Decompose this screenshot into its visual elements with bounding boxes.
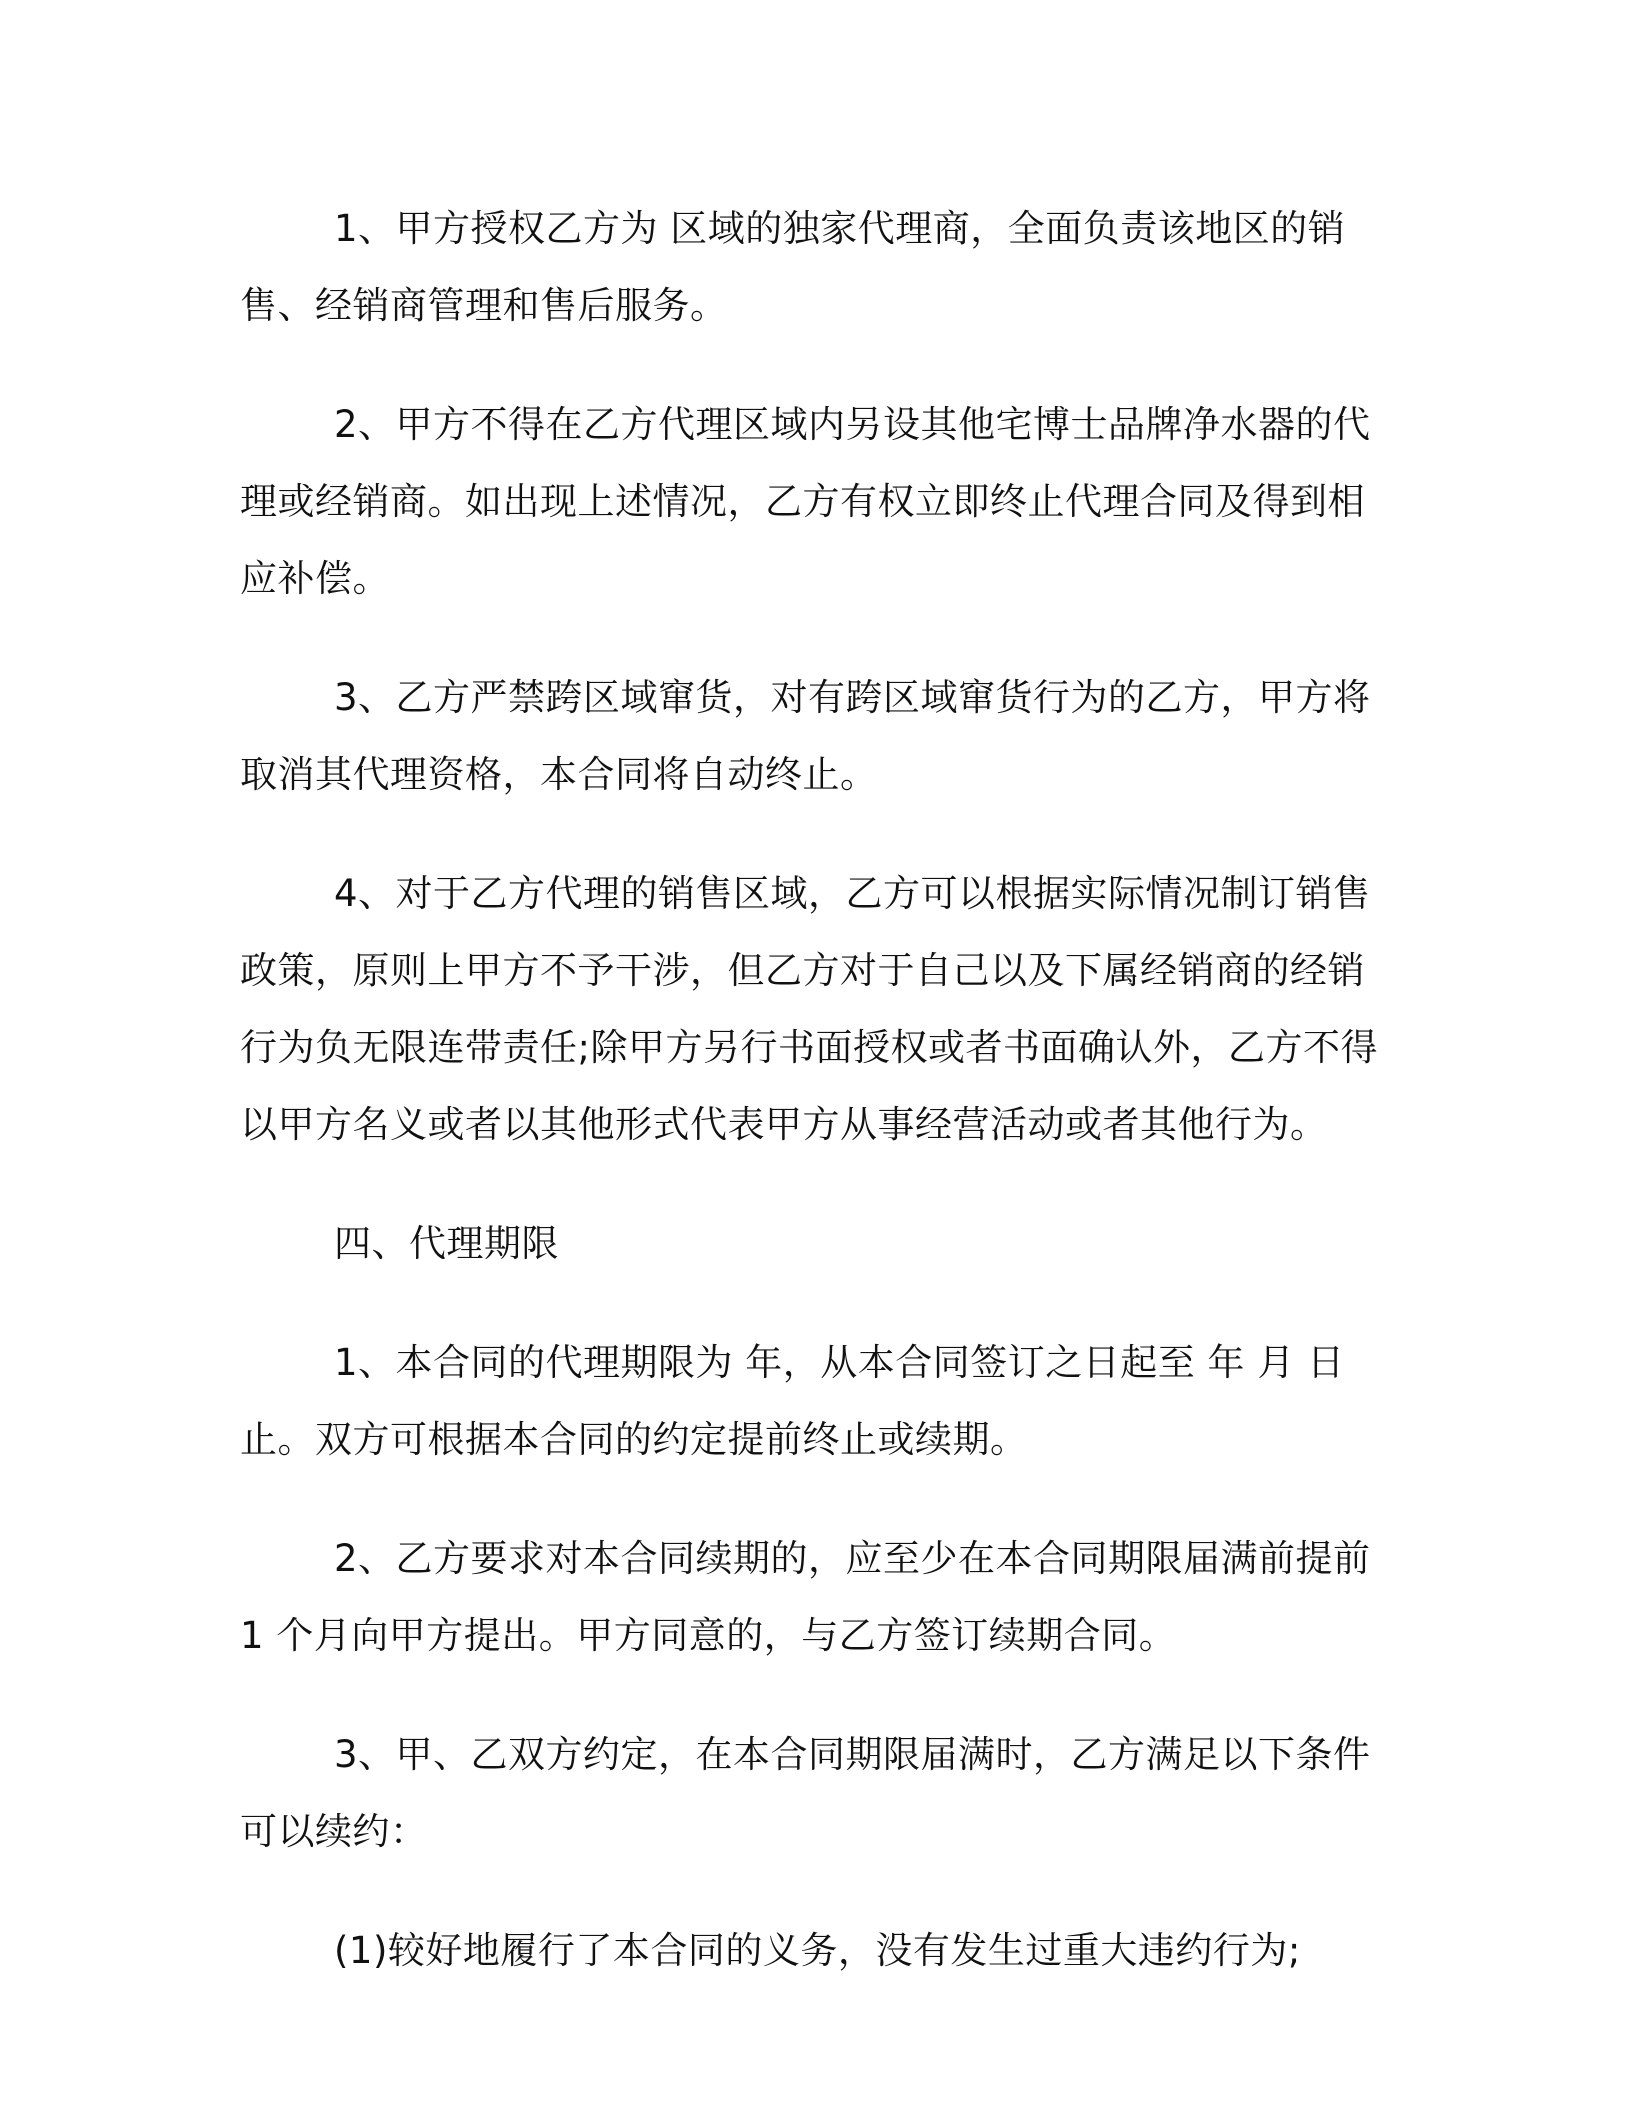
condition-item-1: (1)较好地履行了本合同的义务，没有发生过重大违约行为; [334, 1929, 1301, 1972]
clause-term-length: 1、本合同的代理期限为 年，从本合同签订之日起至 年 月 日止。双方可根据本合同的约定提前终止或续期。 [240, 1341, 1345, 1461]
clause-renewal-request: 2、乙方要求对本合同续期的，应至少在本合同期限届满前提前1 个月向甲方提出。甲方同意的，与乙方签订续期合同。 [240, 1537, 1371, 1657]
document-page [240, 190, 1390, 2031]
clause-no-other-agents: 2、甲方不得在乙方代理区域内另设其他宅博士品牌净水器的代理或经销商。如出现上述情况，乙方有权立即终止代理合同及得到相应补偿。 [240, 403, 1371, 600]
section-heading-agency-term: 四、代理期限 [334, 1222, 559, 1265]
clause-sales-policy: 4、对于乙方代理的销售区域，乙方可以根据实际情况制订销售政策，原则上甲方不予干涉，但乙方对于自己以及下属经销商的经销行为负无限连带责任;除甲方另行书面授权或者书面确认外，乙方不得以甲方名义或者以其他形式代表甲方从事经营活动或者其他行为。 [240, 872, 1378, 1146]
clause-cross-region: 3、乙方严禁跨区域窜货，对有跨区域窜货行为的乙方，甲方将取消其代理资格，本合同将自动终止。 [240, 676, 1371, 796]
clause-authorization: 1、甲方授权乙方为 区域的独家代理商，全面负责该地区的销售、经销商管理和售后服务。 [240, 207, 1346, 327]
clause-renewal-conditions: 3、甲、乙双方约定，在本合同期限届满时，乙方满足以下条件可以续约： [240, 1733, 1371, 1853]
